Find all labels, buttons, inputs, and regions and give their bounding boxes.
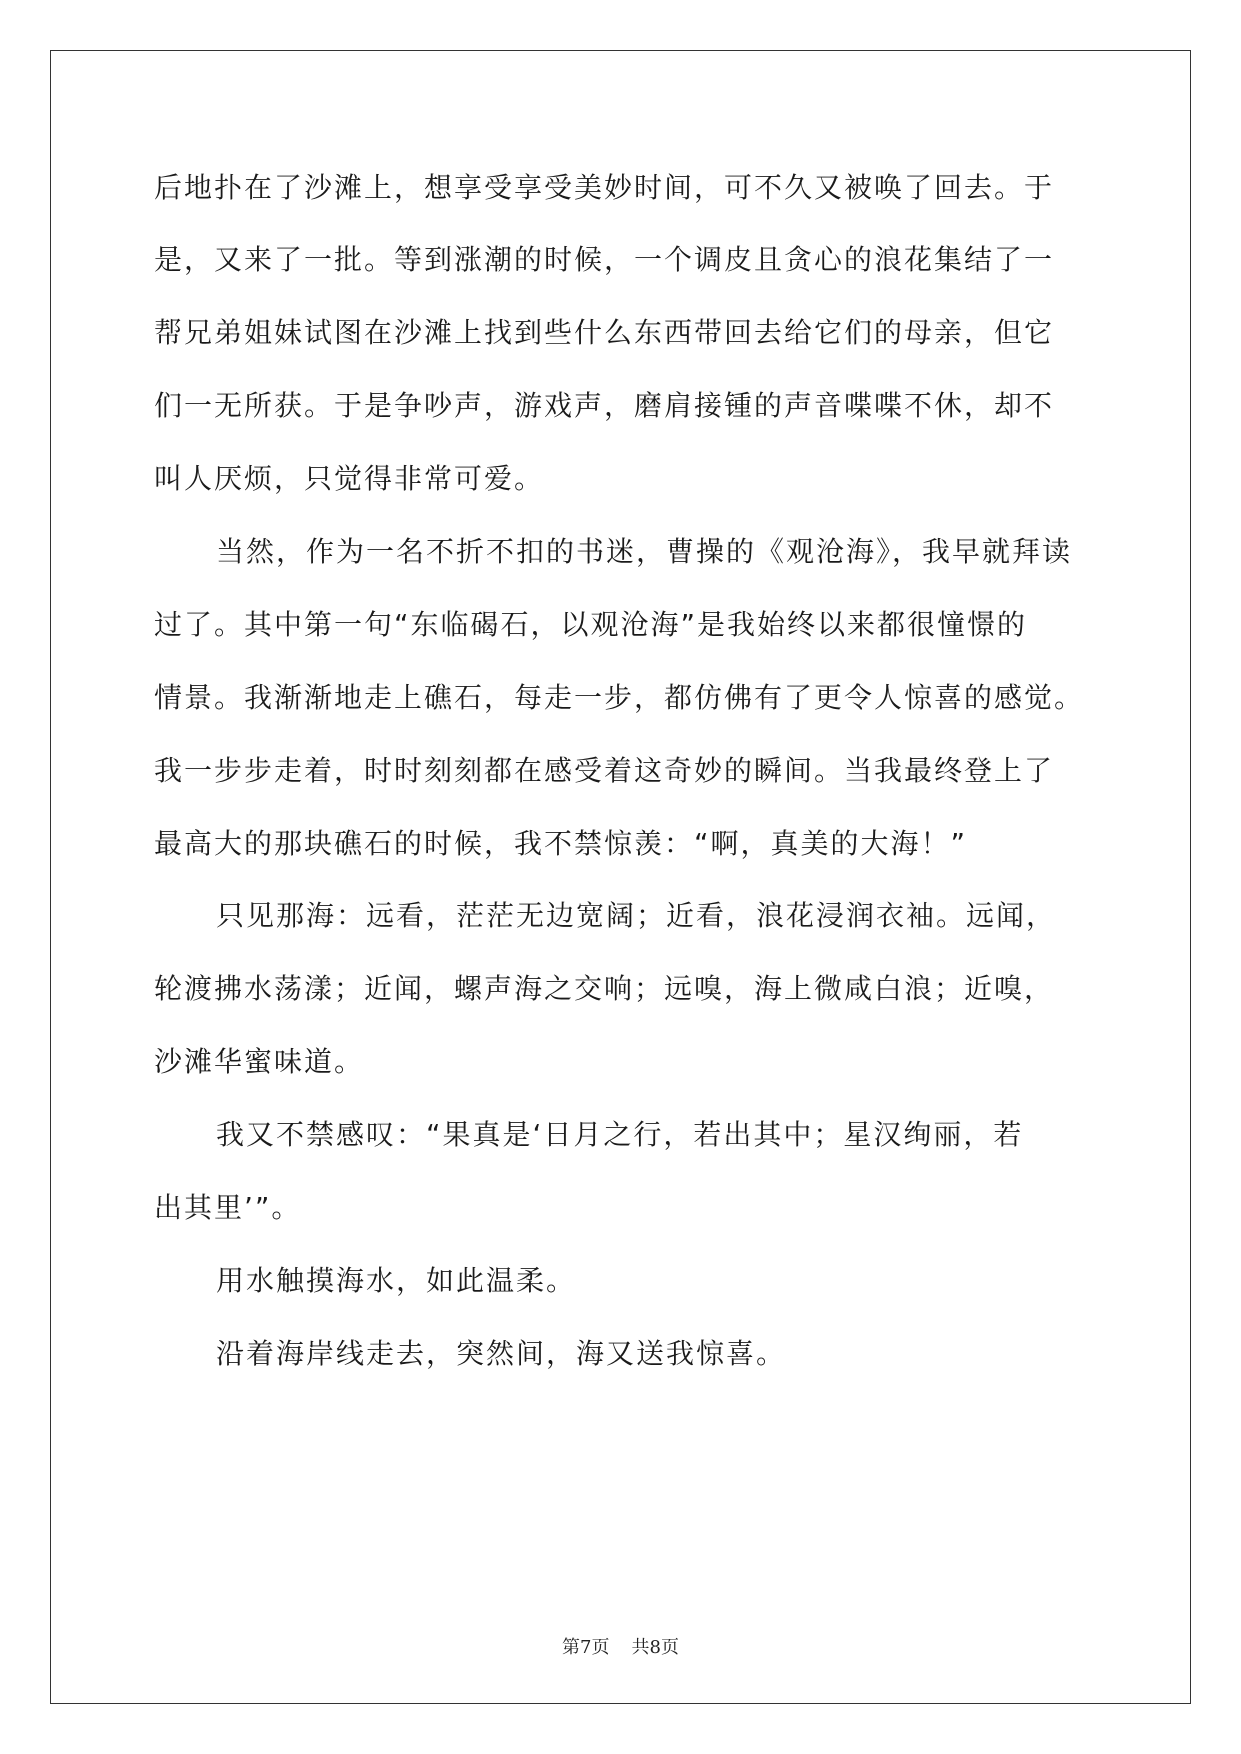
text-line: 最高大的那块礁石的时候，我不禁惊羡：“啊，真美的大海！”: [154, 827, 968, 860]
text-line: 们一无所获。于是争吵声，游戏声，磨肩接锺的声音喋喋不休，却不: [154, 389, 1055, 422]
page-number: 第7页: [562, 1637, 610, 1658]
text-line: 我一步步走着，时时刻刻都在感受着这奇妙的瞬间。当我最终登上了: [154, 754, 1055, 787]
page-total: 共8页: [631, 1637, 679, 1658]
text-line: 过了。其中第一句“东临碣石，以观沧海”是我始终以来都很憧憬的: [154, 608, 1028, 641]
paragraph-start-line: 只见那海：远看，茫茫无边宽阔；近看，浪花浸润衣袖。远闻，: [216, 899, 1057, 932]
text-line: 叫人厌烦，只觉得非常可爱。: [154, 462, 545, 495]
text-line: 是，又来了一批。等到涨潮的时候，一个调皮且贪心的浪花集结了一: [154, 243, 1055, 276]
paragraph-start-line: 沿着海岸线走去，突然间，海又送我惊喜。: [216, 1337, 787, 1370]
paragraph-start-line: 我又不禁感叹：“果真是‘日月之行，若出其中；星汉绚丽，若: [216, 1118, 1024, 1151]
text-line: 出其里’”。: [154, 1191, 302, 1224]
page-footer: [0, 1636, 1241, 1660]
page-border: [50, 50, 1191, 1704]
text-line: 沙滩华蜜味道。: [154, 1045, 365, 1078]
text-line: 后地扑在了沙滩上，想享受享受美妙时间，可不久又被唤了回去。于: [154, 171, 1055, 204]
paragraph-start-line: 当然，作为一名不折不扣的书迷，曹操的《观沧海》，我早就拜读: [216, 535, 1073, 568]
paragraph-start-line: 用水触摸海水，如此温柔。: [216, 1264, 577, 1297]
text-line: 轮渡拂水荡漾；近闻，螺声海之交响；远嗅，海上微咸白浪；近嗅，: [154, 972, 1055, 1005]
text-line: 帮兄弟姐妹试图在沙滩上找到些什么东西带回去给它们的母亲，但它: [154, 316, 1055, 349]
text-line: 情景。我渐渐地走上礁石，每走一步，都仿佛有了更令人惊喜的感觉。: [154, 681, 1085, 714]
